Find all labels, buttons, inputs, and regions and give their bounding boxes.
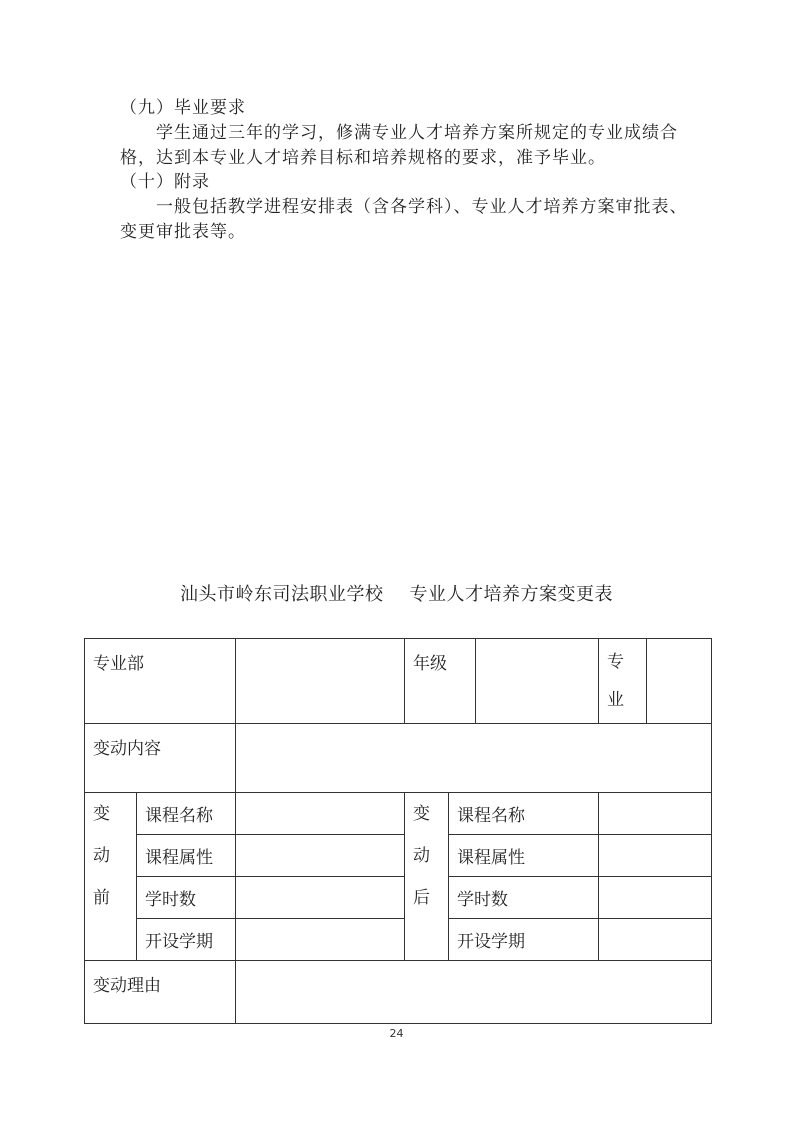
major-value-cell[interactable]: [647, 639, 712, 724]
form-title-school: 汕头市岭东司法职业学校: [180, 584, 384, 605]
change-content-value-cell[interactable]: [236, 724, 712, 793]
before-semester-value[interactable]: [236, 919, 405, 961]
before-char-1: 变: [93, 804, 110, 824]
reason-value-cell[interactable]: [236, 961, 712, 1024]
after-hours-value[interactable]: [599, 877, 712, 919]
reason-label: 变动理由: [93, 976, 161, 996]
after-char-1: 变: [413, 804, 430, 824]
dept-value-cell[interactable]: [236, 639, 405, 724]
after-semester-label: 开设学期: [449, 919, 599, 961]
after-hours-label: 学时数: [449, 877, 599, 919]
change-content-label-cell: [85, 724, 236, 793]
change-content-label: 变动内容: [93, 739, 161, 759]
form-title-name: 专业人才培养方案变更表: [409, 584, 613, 605]
major-label-char-1: 专: [607, 652, 624, 672]
before-hours-label: 学时数: [137, 877, 236, 919]
after-char-3: 后: [413, 888, 430, 908]
change-form-table: [84, 638, 712, 1024]
grade-value-cell[interactable]: [476, 639, 599, 724]
section-9-body: 学生通过三年的学习，修满专业人才培养方案所规定的专业成绩合格，达到本专业人才培养目标和培养规格的要求，准予毕业。: [120, 123, 678, 168]
dept-label: 专业部: [93, 654, 144, 674]
page-number: 24: [389, 1027, 404, 1040]
form-title: [0, 580, 793, 606]
before-label-cell: [85, 793, 137, 961]
before-course-attr-label: 课程属性: [137, 835, 236, 877]
section-10-body: 一般包括教学进程安排表（含各学科）、专业人才培养方案审批表、变更审批表等。: [120, 197, 688, 242]
after-semester-value[interactable]: [599, 919, 712, 961]
before-course-name-value[interactable]: [236, 793, 405, 835]
section-10-heading: （十）附录: [120, 172, 210, 192]
after-course-attr-value[interactable]: [599, 835, 712, 877]
before-semester-label: 开设学期: [137, 919, 236, 961]
before-hours-value[interactable]: [236, 877, 405, 919]
grade-label-cell: [405, 639, 476, 724]
before-course-name-label: 课程名称: [137, 793, 236, 835]
before-char-2: 动: [93, 846, 110, 866]
dept-label-cell: [85, 639, 236, 724]
major-label-cell: [599, 639, 647, 724]
after-label-cell: [405, 793, 449, 961]
major-label-char-2: 业: [607, 690, 624, 710]
before-course-attr-value[interactable]: [236, 835, 405, 877]
after-course-attr-label: 课程属性: [449, 835, 599, 877]
grade-label: 年级: [413, 654, 447, 674]
after-char-2: 动: [413, 846, 430, 866]
after-course-name-label: 课程名称: [449, 793, 599, 835]
before-char-3: 前: [93, 888, 110, 908]
reason-label-cell: [85, 961, 236, 1024]
after-course-name-value[interactable]: [599, 793, 712, 835]
section-9-heading: （九）毕业要求: [120, 98, 246, 118]
